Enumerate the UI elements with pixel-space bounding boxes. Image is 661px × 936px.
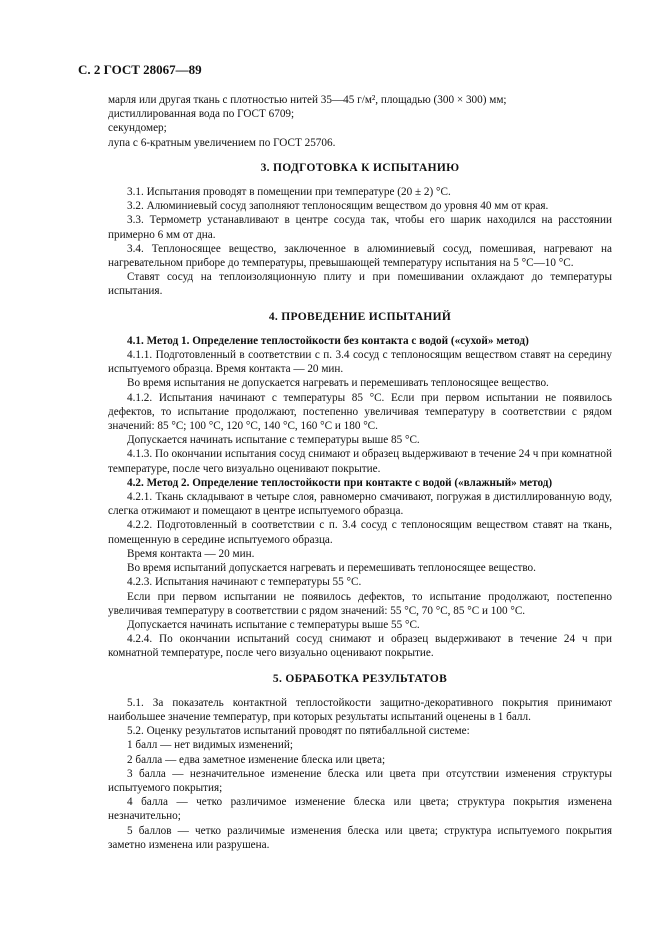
- section-4-heading: 4. ПРОВЕДЕНИЕ ИСПЫТАНИЙ: [268, 310, 452, 323]
- grade-item: 4 балла — четко различимое изменение блеска или цвета; структура покрытия изменена незначительно;: [108, 796, 612, 823]
- method-1-heading: 4.1. Метод 1. Определение теплостойкости без контакта с водой («сухой» метод): [127, 334, 529, 347]
- section-3-heading: 3. ПОДГОТОВКА К ИСПЫТАНИЮ: [260, 161, 460, 174]
- section-5-heading: 5. ОБРАБОТКА РЕЗУЛЬТАТОВ: [272, 672, 448, 685]
- paragraph: 4.1.1. Подготовленный в соответствии с п. 3.4 сосуд с теплоносящим веществом ставят на середину испытуемого образца. Время контакта — 20 мин.: [108, 349, 612, 376]
- paragraph: 4.2.4. По окончании испытаний сосуд снимают и образец выдерживают в течение 24 ч при комнатной температуре, после чего визуально оценивают покрытие.: [108, 633, 612, 660]
- paragraph: Ставят сосуд на теплоизоляционную плиту и при помешивании охлаждают до температуры испытания.: [108, 271, 612, 298]
- grade-item: 1 балл — нет видимых изменений;: [127, 739, 293, 752]
- paragraph: 4.2.3. Испытания начинают с температуры 55 °С.: [127, 576, 362, 589]
- paragraph: 5.1. За показатель контактной теплостойкости защитно-декоративного покрытия принимают наибольшее значение температур, при которых результаты испытаний оценены в 1 балл.: [108, 696, 612, 723]
- intro-line: марля или другая ткань с плотностью нитей 35—45 г/м², площадью (300 × 300) мм;: [108, 94, 507, 106]
- intro-line: секундомер;: [108, 122, 167, 135]
- paragraph: 3.1. Испытания проводят в помещении при температуре (20 ± 2) °С.: [127, 186, 451, 199]
- grade-item: 5 баллов — четко различимые изменения блеска или цвета; структура испытуемого покрытия заметно изменена или разрушена.: [108, 824, 612, 851]
- intro-line: лупа с 6-кратным увеличением по ГОСТ 25706.: [108, 136, 336, 149]
- paragraph: 3.4. Теплоносящее вещество, заключенное в алюминиевый сосуд, помешивая, нагревают на нагревательном приборе до температуры, превышающей температуру испытания на 5 °С—10 °С.: [108, 242, 612, 270]
- paragraph: 5.2. Оценку результатов испытаний проводят по пятибалльной системе:: [127, 725, 470, 738]
- paragraph: Если при первом испытании не появилось дефектов, то испытание продолжают, постепенно увеличивая температуру в соответствии с рядом значений: 55 °С, 70 °С, 85 °С и 100 °С.: [108, 590, 612, 617]
- paragraph: Допускается начинать испытание с температуры выше 85 °С.: [127, 434, 420, 447]
- body-text: [108, 93, 612, 852]
- method-2-heading: 4.2. Метод 2. Определение теплостойкости при контакте с водой («влажный» метод): [127, 476, 553, 489]
- paragraph: Допускается начинать испытание с температуры выше 55 °С.: [127, 618, 420, 631]
- running-header: С. 2 ГОСТ 28067—89: [78, 62, 202, 77]
- paragraph: 4.2.1. Ткань складывают в четыре слоя, равномерно смачивают, погружая в дистиллированную воду, слегка отжимают и помещают в центре испытуемого образца.: [108, 491, 612, 518]
- intro-line: дистиллированная вода по ГОСТ 6709;: [108, 108, 295, 121]
- paragraph: 4.1.2. Испытания начинают с температуры 85 °С. Если при первом испытании не появилось дефектов, то испытание продолжают, постепенно увеличивая температуру в соответствии с рядом значений: 85 °С; 100 °С, 120 °С, 140 °С, 160 °С и 180 °С.: [108, 391, 612, 433]
- paragraph: 3.3. Термометр устанавливают в центре сосуда так, чтобы его шарик находился на расстоянии примерно 6 мм от дна.: [108, 214, 612, 241]
- paragraph: Время контакта — 20 мин.: [127, 547, 255, 560]
- paragraph: 3.2. Алюминиевый сосуд заполняют теплоносящим веществом до уровня 40 мм от края.: [127, 200, 549, 213]
- grade-item: 3 балла — незначительное изменение блеска или цвета при отсутствии изменения структуры испытуемого покрытия;: [108, 767, 612, 794]
- paragraph: 4.2.2. Подготовленный в соответствии с п. 3.4 сосуд с теплоносящим веществом ставят на ткань, помещенную в середине испытуемого образца.: [108, 519, 612, 546]
- paragraph: Во время испытаний допускается нагревать и перемешивать теплоносящее вещество.: [127, 562, 536, 575]
- paragraph: Во время испытания не допускается нагревать и перемешивать теплоносящее вещество.: [127, 377, 549, 390]
- grade-item: 2 балла — едва заметное изменение блеска или цвета;: [127, 753, 386, 766]
- paragraph: 4.1.3. По окончании испытания сосуд снимают и образец выдерживают в течение 24 ч при комнатной температуре, после чего визуально оценивают покрытие.: [108, 448, 612, 475]
